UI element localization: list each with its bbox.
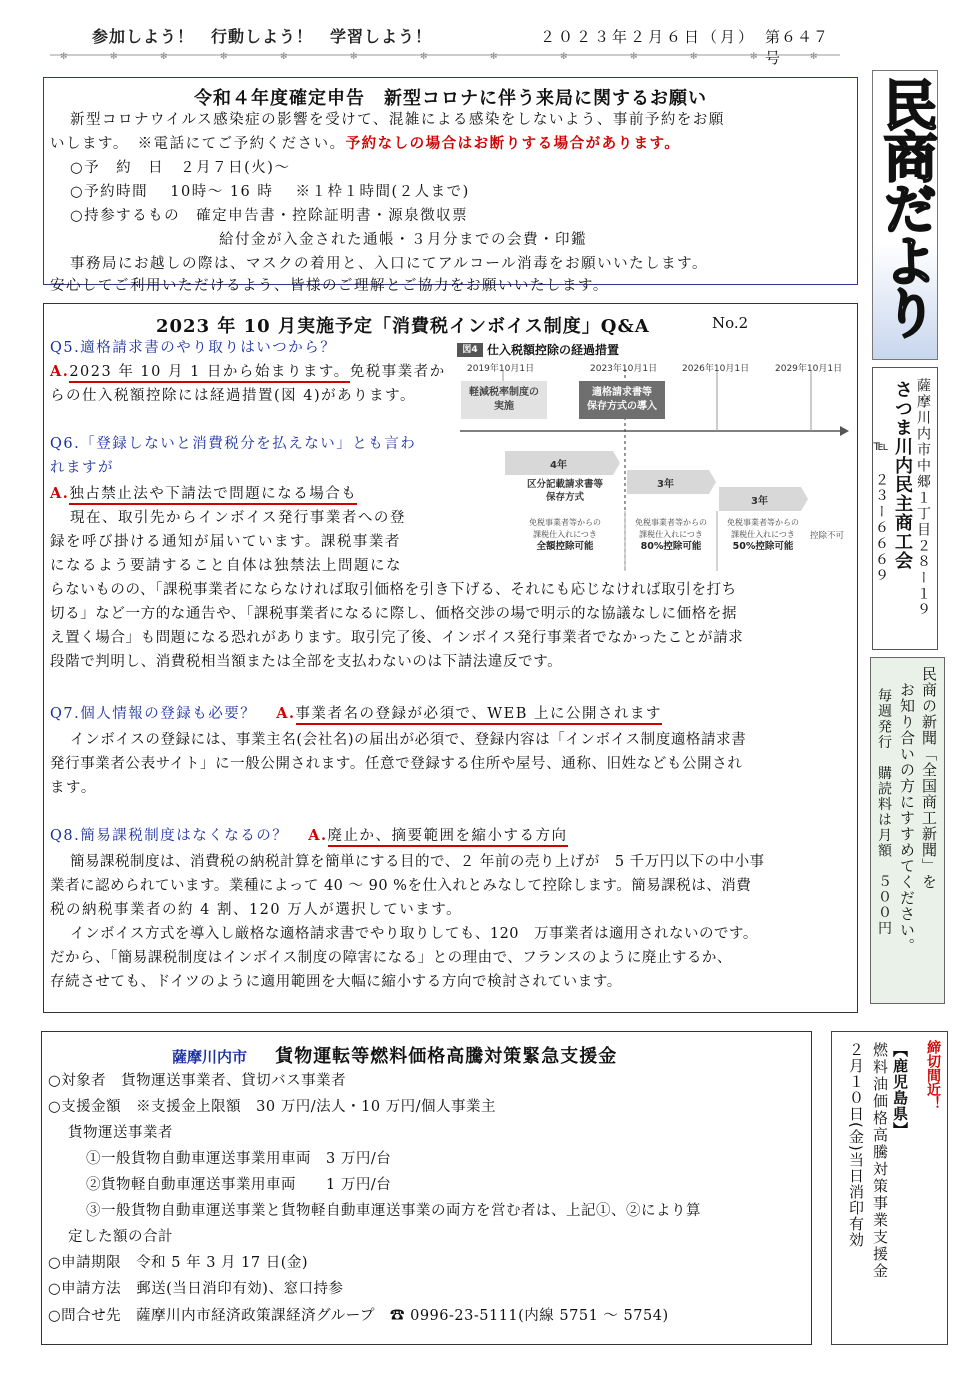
subsidy-line: ①一般貨物自動車運送事業用車両 3 万円/台 [86, 1151, 392, 1167]
notice-line: 安心してご利用いただけるよう、皆様のご理解とご協力をお願いいたします。 [50, 278, 609, 294]
notice-date-line: ○予 約 日 ２月７日(火)～ [70, 160, 291, 176]
decorative-divider [50, 50, 840, 60]
q7-body: ます。 [50, 780, 97, 796]
svg-text:✻: ✻ [220, 52, 228, 60]
q7-question: Q7.個人情報の登録も必要？ [50, 706, 257, 722]
svg-text:✻: ✻ [110, 52, 118, 60]
figure-title: 仕入税額控除の経過措置 [487, 343, 620, 357]
svg-text:✻: ✻ [60, 52, 68, 60]
org-tel: ℡ ２３ー６６６９ [873, 438, 889, 584]
svg-text:✻: ✻ [160, 52, 168, 60]
q8-answer: 廃止か、摘要範囲を縮小する方向 [328, 828, 568, 847]
reduced-rate-box: 軽減税率制度の 実施 [469, 387, 539, 412]
news-price: 毎週発行 購読料は月額 ５００円 [876, 688, 892, 936]
svg-text:✻: ✻ [690, 52, 698, 60]
q8-body: 簡易課税制度は、消費税の納税計算を簡単にする目的で、２ 年前の売り上げが 5 千万円以下の中小事 [70, 854, 765, 870]
deduction-col-80: 免税事業者等からの 課税仕入れにつき 80%控除可能 [635, 518, 707, 552]
issue-number: 第６４７号 [765, 28, 830, 67]
q6-body: 録を呼び掛ける通知が届いています。課税事業者 [50, 534, 401, 550]
q8-body: インボイス方式を導入し厳格な適格請求書でやり取りしても、120 万事業者は適用されないのです。 [70, 926, 758, 942]
svg-text:✻: ✻ [560, 52, 568, 60]
subsidy-line: ③一般貨物自動車運送事業と貨物軽自動車運送事業の両方を営む者は、上記①、②により算 [86, 1203, 701, 1219]
q6-body: 現在、取引先からインボイス発行事業者への登 [70, 510, 406, 526]
q6-body: 切る」など一方的な通告や、「課税事業者になるに際し、価格交渉の場で明示的な協議なしに価格を据 [50, 606, 738, 622]
subsidy-line: 定した額の合計 [68, 1229, 173, 1245]
q5-answer-cont: らの仕入税額控除には経過措置(図 4)があります。 [50, 388, 416, 404]
newspaper-ad-panel [870, 657, 945, 1004]
subsidy-method: ○申請方法 郵送(当日消印有効)、窓口持参 [48, 1281, 344, 1297]
news-line: お知り合いの方にすすめてください。 [898, 682, 916, 954]
svg-text:✻: ✻ [280, 52, 288, 60]
notice-items-line: 給付金が入金された通帳・３月分までの会費・印鑑 [219, 232, 587, 248]
span1-label: 区分記載請求書等 保存方式 [526, 479, 603, 503]
q6-answer: A.独占禁止法や下請法で問題になる場合も [50, 482, 357, 506]
q6-question: Q6.「登録しないと消費税分を払えない」とも言わ [50, 436, 417, 452]
invoice-intro-box: 適格請求書等 保存方式の導入 [587, 387, 657, 412]
svg-text:✻: ✻ [810, 52, 818, 60]
news-line: 民商の新聞「全国商工新聞」を [920, 666, 938, 890]
deadline-panel [831, 1031, 948, 1345]
svg-text:✻: ✻ [750, 52, 758, 60]
date-label: 2019年10月1日 [467, 364, 535, 374]
span-years: 3年 [751, 496, 768, 507]
notice-title: 令和４年度確定申告 新型コロナに伴う来局に関するお願い [194, 88, 707, 109]
transition-diagram [455, 341, 850, 577]
figure-badge: 図4 [457, 343, 483, 357]
q8-question: Q8.簡易課税制度はなくなるの？ [50, 828, 289, 844]
subsidy-target: ○対象者 貨物運送事業者、貸切バス事業者 [48, 1073, 347, 1089]
span-years: 4年 [550, 460, 567, 471]
q8-body: 存続させても、ドイツのように適用範囲を大幅に縮小する方向で検討されています。 [50, 974, 622, 990]
span-years: 3年 [657, 479, 674, 490]
deadline-date: ２月１０日(金)当日消印有効 [847, 1042, 865, 1248]
svg-text:✻: ✻ [490, 52, 498, 60]
q7-body: インボイスの登録には、事業主名(会社名)の届出が必須で、登録内容は「インボイス制度適格請求書 [70, 732, 747, 748]
org-address: 薩摩川内市中郷１丁目２８ー１９ [915, 378, 931, 618]
date-label: 2029年10月1日 [775, 364, 843, 374]
deadline-pref: 【鹿児島県】 [891, 1042, 909, 1138]
deadline-program: 燃料油価格高騰対策事業支援金 [871, 1042, 889, 1280]
subsidy-deadline: ○申請期限 令和 5 年 3 月 17 日(金) [48, 1255, 309, 1271]
issue-date: ２０２３年２月６日（月） [540, 28, 757, 46]
org-name: さつま川内民主商工会 [892, 380, 913, 570]
date-label: 2026年10月1日 [682, 364, 750, 374]
q8-body: 税の納税事業者の約 4 割、120 万人が選択しています。 [50, 902, 463, 918]
q6-body: になるよう要請すること自体は独禁法上問題にな [50, 558, 402, 574]
slogan: 参加しよう！ 行動しよう！ 学習しよう！ [92, 27, 433, 46]
qa-title: 2023 年 10 月実施予定「消費税インボイス制度」Q&A [156, 316, 650, 337]
date-label: 2023年10月1日 [590, 364, 658, 374]
subsidy-box [41, 1031, 812, 1345]
subsidy-line: 貨物運送事業者 [68, 1125, 173, 1141]
subsidy-amount: ○支援金額 ※支援金上限額 30 万円/法人・10 万円/個人事業主 [48, 1099, 497, 1115]
notice-box [43, 77, 858, 294]
q5-question: Q5.適格請求書のやり取りはいつから？ [50, 340, 337, 356]
subsidy-header [172, 1042, 617, 1068]
q6-body: らないものの、「課税事業者にならなければ取引価格を引き下げる、それにも応じなければ取引を打ち [50, 582, 737, 598]
q6-question-cont: れますが [50, 460, 114, 476]
svg-text:✻: ✻ [420, 52, 428, 60]
notice-warning: 予約なしの場合はお断りする場合があります。 [345, 135, 681, 152]
deadline-head: 締切間近！ [925, 1040, 941, 1110]
q6-body: 段階で判明し、消費税相当額または全部を支払わないのは下請法違反です。 [50, 654, 563, 670]
svg-text:✻: ✻ [630, 52, 638, 60]
notice-time-line: ○予約時間 10時～ 16 時 ※１枠１時間(２人まで) [70, 184, 470, 200]
svg-text:✻: ✻ [350, 52, 358, 60]
q7-answer: 事業者名の登録が必須で、WEB 上に公開されます [296, 706, 662, 725]
organization-panel [872, 367, 938, 650]
q8-body: 業者に認められています。業種によって 40 ～ 90 %を仕入れとみなして控除します。簡易課税は、消費 [50, 878, 752, 894]
q7-body: 発行事業者公表サイト」に一般公開されます。任意で登録する住所や屋号、通称、旧姓なども公開され [50, 756, 743, 772]
notice-line: 事務局にお越しの際は、マスクの着用と、入口にてアルコール消毒をお願いいたします。 [70, 256, 708, 272]
masthead [50, 18, 840, 67]
subsidy-city: 薩摩川内市 [172, 1048, 248, 1066]
deduction-col-100: 免税事業者等からの 課税仕入れにつき 全額控除可能 [529, 518, 601, 552]
q8-body: だから、「簡易課税制度はインボイス制度の障害になる」との理由で、フランスのように廃止するか、 [50, 950, 732, 966]
q7-row: Q7.個人情報の登録も必要？ A.事業者名の登録が必須で、WEB 上に公開されます [50, 702, 662, 726]
notice-items-line: ○持参するもの 確定申告書・控除証明書・源泉徴収票 [70, 208, 469, 224]
q6-body: え置く場合」も問題になる恐れがあります。取引完了後、インボイス発行事業者でなかったことが請求 [50, 630, 744, 646]
q5-answer: A.2023 年 10 月 1 日から始まります。免税事業者か [50, 360, 446, 384]
subsidy-line: ②貨物軽自動車運送事業用車両 1 万円/台 [86, 1177, 392, 1193]
paper-title-panel [872, 70, 938, 360]
deduction-col-none: 控除不可 [810, 531, 845, 541]
qa-number: No.2 [712, 314, 749, 332]
notice-line: いします。 ※電話にてご予約ください。予約なしの場合はお断りする場合があります。 [50, 135, 681, 152]
paper-title: 民商だより [875, 77, 938, 337]
notice-line: 新型コロナウイルス感染症の影響を受けて、混雑による感染をしないよう、事前予約をお願 [70, 112, 725, 128]
subsidy-contact: ○問合せ先 薩摩川内市経済政策課経済グループ ☎ 0996-23-5111(内線 5751 ～ 5754) [48, 1308, 669, 1324]
subsidy-title: 貨物運転等燃料価格高騰対策緊急支援金 [275, 1046, 618, 1067]
deduction-col-50: 免税事業者等からの 課税仕入れにつき 50%控除可能 [727, 518, 799, 552]
q8-row: Q8.簡易課税制度はなくなるの？ A.廃止か、摘要範囲を縮小する方向 [50, 824, 568, 848]
